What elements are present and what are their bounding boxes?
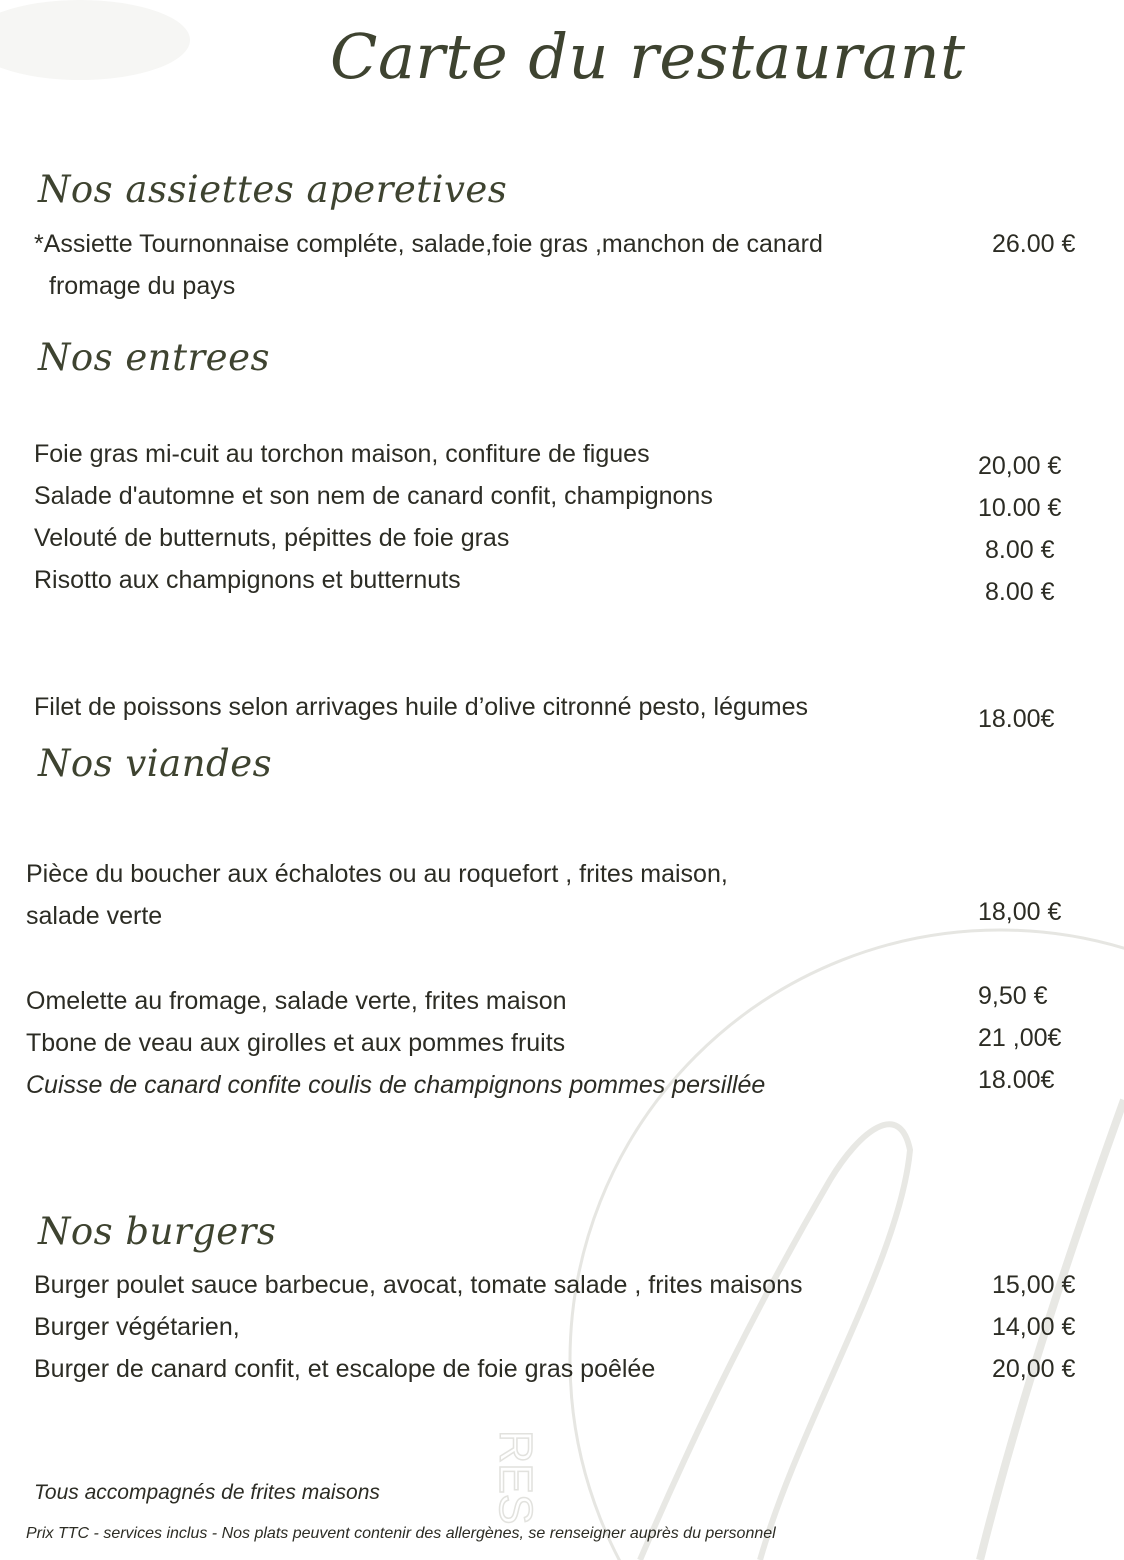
menu-item-name: Risotto aux champignons et butternuts [34, 566, 461, 594]
menu-item-price: 14,00 € [992, 1313, 1076, 1341]
menu-item-name-continued: fromage du pays [49, 272, 236, 300]
section-heading-entrees: Nos entrees [38, 336, 270, 379]
menu-item-name: Omelette au fromage, salade verte, frites maison [26, 987, 567, 1015]
menu-item-price: 18,00 € [978, 898, 1062, 926]
menu-item-name: Cuisse de canard confite coulis de champignons pommes persillée [26, 1071, 766, 1099]
menu-item-price: 21 ,00€ [978, 1024, 1062, 1052]
menu-item-price: 18.00€ [978, 1066, 1055, 1094]
menu-item-name: Velouté de butternuts, pépittes de foie gras [34, 524, 510, 552]
menu-item-name: Foie gras mi-cuit au torchon maison, confiture de figues [34, 440, 650, 468]
menu-item-name: Pièce du boucher aux échalotes ou au roquefort , frites maison, [26, 860, 728, 888]
menu-item-price: 20,00 € [992, 1355, 1076, 1383]
menu-item-price: 18.00€ [978, 705, 1055, 733]
menu-item-name: *Assiette Tournonnaise compléte, salade,foie gras ,manchon de canard [34, 230, 823, 258]
menu-item-price: 8.00 € [985, 578, 1055, 606]
section-heading-viandes: Nos viandes [38, 742, 273, 785]
page-title: Carte du restaurant [330, 20, 966, 93]
watermark-text: RES [490, 1430, 542, 1525]
footer-note: Tous accompagnés de frites maisons [34, 1481, 380, 1504]
menu-item-name: Tbone de veau aux girolles et aux pommes fruits [26, 1029, 566, 1057]
menu-item-price: 10.00 € [978, 494, 1062, 522]
menu-item-name: Filet de poissons selon arrivages huile d’olive citronné pesto, légumes [34, 693, 809, 721]
footer-legal: Prix TTC - services inclus - Nos plats peuvent contenir des allergènes, se renseigner auprès du personnel [26, 1525, 776, 1542]
menu-item-name-continued: salade verte [26, 902, 163, 930]
menu-item-name: Burger végétarien, [34, 1313, 240, 1341]
menu-item-name: Burger poulet sauce barbecue, avocat, tomate salade , frites maisons [34, 1271, 803, 1299]
menu-item-price: 9,50 € [978, 982, 1048, 1010]
section-heading-aperitives: Nos assiettes aperetives [38, 168, 508, 211]
menu-item-price: 20,00 € [978, 452, 1062, 480]
section-heading-burgers: Nos burgers [38, 1210, 277, 1253]
menu-item-price: 15,00 € [992, 1271, 1076, 1299]
menu-item-name: Burger de canard confit, et escalope de foie gras poêlée [34, 1355, 656, 1383]
menu-item-price: 26.00 € [992, 230, 1076, 258]
menu-item-name: Salade d'automne et son nem de canard confit, champignons [34, 482, 713, 510]
menu-item-price: 8.00 € [985, 536, 1055, 564]
